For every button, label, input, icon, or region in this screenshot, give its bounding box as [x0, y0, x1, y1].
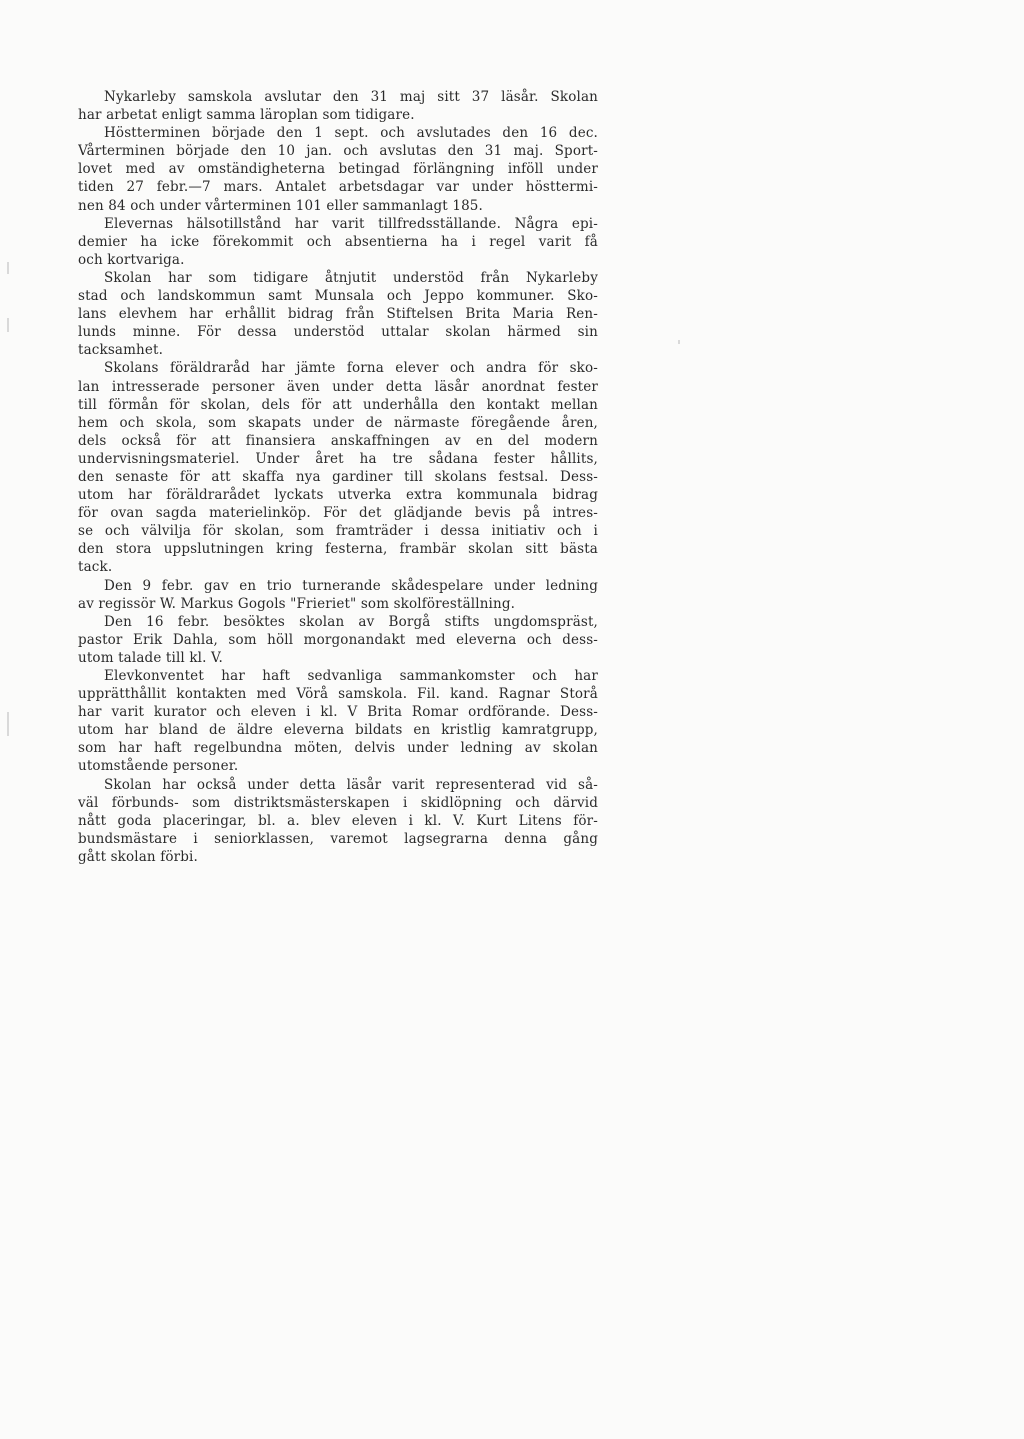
text-line: Elevernas hälsotillstånd har varit tillfredsställande. Några epi- — [104, 215, 598, 232]
text-line: Skolans föräldraråd har jämte forna elever och andra för sko- — [104, 360, 598, 377]
text-line: pastor Erik Dahla, som höll morgonandakt med eleverna och dess- — [78, 631, 598, 648]
text-line: Höstterminen började den 1 sept. och avslutades den 16 dec. — [104, 125, 598, 142]
text-line: se och välvilja för skolan, som framträder i dessa initiativ och i — [78, 523, 598, 540]
text-line: har varit kurator och eleven i kl. V Brita Romar ordförande. Dess- — [78, 704, 598, 721]
text-line: Skolan har också under detta läsår varit representerad vid så- — [104, 776, 598, 793]
text-line: och kortvariga. — [78, 251, 185, 268]
scan-artifact — [7, 712, 9, 736]
text-line: utomstående personer. — [78, 758, 239, 775]
text-line: den senaste för att skaffa nya gardiner till skolans festsal. Dess- — [78, 468, 598, 485]
text-line: Vårterminen började den 10 jan. och avslutas den 31 maj. Sport- — [78, 143, 598, 160]
text-line: lovet med av omständigheterna betingad förlängning inföll under — [78, 161, 598, 178]
text-line: av regissör W. Markus Gogols "Frieriet" som skolföreställning. — [78, 595, 516, 612]
text-line: Elevkonventet har haft sedvanliga sammankomster och har — [104, 668, 598, 684]
text-line: den stora uppslutningen kring festerna, frambär skolan sitt bästa — [78, 541, 598, 558]
body-text — [78, 88, 598, 866]
text-line: har arbetat enligt samma läroplan som tidigare. — [78, 107, 415, 124]
scan-artifact — [678, 340, 680, 344]
text-line: nen 84 och under vårterminen 101 eller sammanlagt 185. — [78, 197, 483, 214]
text-line: gått skolan förbi. — [78, 848, 198, 865]
text-line: för ovan sagda materielinköp. För det glädjande bevis på intres- — [78, 505, 598, 522]
text-line: upprätthållit kontakten med Vörå samskola. Fil. kand. Ragnar Storå — [78, 686, 598, 703]
text-line: tiden 27 febr.—7 mars. Antalet arbetsdagar var under hösttermi- — [78, 179, 598, 196]
text-line: bundsmästare i seniorklassen, varemot lagsegrarna denna gång — [78, 830, 598, 847]
text-line: lans elevhem har erhållit bidrag från Stiftelsen Brita Maria Ren- — [78, 306, 598, 323]
text-line: Den 9 febr. gav en trio turnerande skådespelare under ledning — [104, 577, 598, 594]
text-line: undervisningsmateriel. Under året ha tre sådana fester hållits, — [78, 450, 598, 467]
text-line: nått goda placeringar, bl. a. blev eleven i kl. V. Kurt Litens för- — [78, 812, 598, 829]
text-line: utom har föräldrarådet lyckats utverka extra kommunala bidrag — [78, 487, 598, 504]
text-line: till förmån för skolan, dels för att underhålla den kontakt mellan — [78, 396, 598, 413]
text-line: dels också för att finansiera anskaffningen av en del modern — [78, 432, 598, 449]
text-line: tack. — [78, 559, 113, 576]
text-line: som har haft regelbundna möten, delvis under ledning av skolan — [78, 740, 598, 757]
text-line: utom talade till kl. V. — [78, 649, 223, 666]
text-line: Den 16 febr. besöktes skolan av Borgå stifts ungdomspräst, — [104, 613, 598, 630]
scan-artifact — [7, 262, 9, 274]
text-line: Nykarleby samskola avslutar den 31 maj sitt 37 läsår. Skolan — [104, 89, 598, 105]
text-line: lan intresserade personer även under detta läsår anordnat fester — [78, 378, 598, 395]
text-line: väl förbunds- som distriktsmästerskapen i skidlöpning och därvid — [78, 794, 598, 811]
text-line: lunds minne. För dessa understöd uttalar skolan härmed sin — [78, 324, 598, 341]
scan-artifact — [7, 318, 9, 332]
text-line: Skolan har som tidigare åtnjutit understöd från Nykarleby — [104, 269, 598, 286]
text-line: utom har bland de äldre eleverna bildats en kristlig kamratgrupp, — [78, 722, 598, 739]
text-line: stad och landskommun samt Munsala och Jeppo kommuner. Sko- — [78, 288, 598, 305]
text-line: tacksamhet. — [78, 342, 164, 359]
text-line: hem och skola, som skapats under de närmaste föregående åren, — [78, 414, 598, 431]
text-line: demier ha icke förekommit och absentierna ha i regel varit få — [78, 233, 598, 250]
